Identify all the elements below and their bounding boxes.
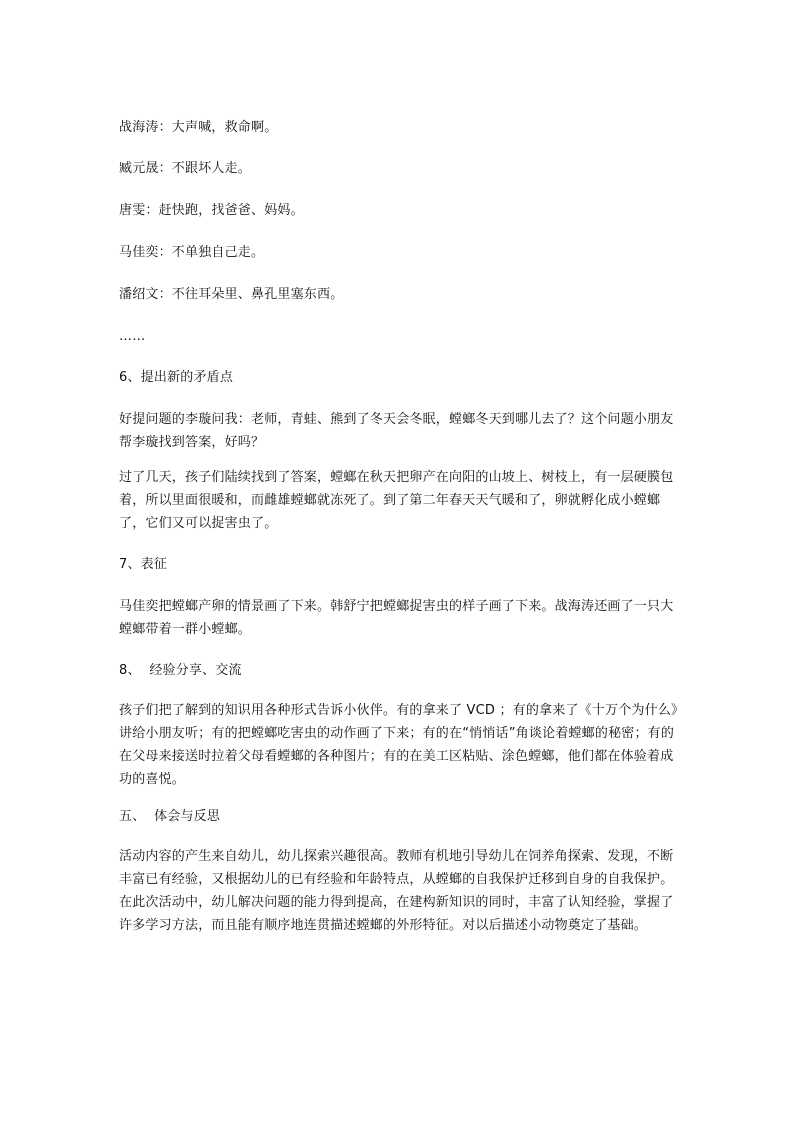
dialogue-line-ma-jiayi: 马佳奕：不单独自己走。 bbox=[119, 245, 265, 260]
dialogue-line-zhan-haitao: 战海涛：大声喊，救命啊。 bbox=[119, 120, 278, 135]
section-heading-8: 8、 经验分享、交流 bbox=[119, 663, 242, 678]
section-heading-6: 6、提出新的矛盾点 bbox=[119, 370, 234, 385]
section-heading-reflection: 五、 体会与反思 bbox=[119, 809, 221, 824]
dialogue-line-zang-yuansheng: 臧元晟：不跟坏人走。 bbox=[119, 161, 252, 176]
reflection-paragraph: 活动内容的产生来自幼儿，幼儿探索兴趣很高。教师有机地引导幼儿在饲养角探索、发现，不断丰富已有经验，又根据幼儿的已有经验和年龄特点，从螳螂的自我保护迁移到自身的自我保护。在此次活动中，幼儿解决问题的能力得到提高，在建构新知识的同时，丰富了认知经验，掌握了许多学习方法，而且能有顺序地连贯描述螳螂的外形特征。对以后描述小动物奠定了基础。 bbox=[119, 849, 674, 933]
representation-paragraph: 马佳奕把螳螂产卵的情景画了下来。韩舒宁把螳螂捉害虫的样子画了下来。战海涛还画了一只大螳螂带着一群小螳螂。 bbox=[119, 599, 674, 637]
answer-paragraph: 过了几天，孩子们陆续找到了答案，螳螂在秋天把卵产在向阳的山坡上、树枝上，有一层硬膜包着，所以里面很暖和，而雌雄螳螂就冻死了。到了第二年春天天气暖和了，卵就孵化成小螳螂了，它们又可以捉害虫了。 bbox=[119, 470, 674, 531]
question-paragraph: 好提问题的李璇问我：老师，青蛙、熊到了冬天会冬眠，螳螂冬天到哪儿去了？这个问题小朋友帮李璇找到答案，好吗？ bbox=[119, 412, 674, 450]
sharing-paragraph: 孩子们把了解到的知识用各种形式告诉小伙伴。有的拿来了 VCD ；有的拿来了《十万个为什么》讲给小朋友听；有的把螳螂吃害虫的动作画了下来；有的在“悄悄话”角谈论着螳螂的秘密；有的在父母来接送时拉着父母看螳螂的各种图片；有的在美工区粘贴、涂色螳螂，他们都在体验着成功的喜悦。 bbox=[119, 703, 678, 787]
section-heading-7: 7、表征 bbox=[119, 557, 168, 572]
dialogue-line-tang-wen: 唐雯：赶快跑，找爸爸、妈妈。 bbox=[119, 203, 304, 218]
ellipsis-line: …… bbox=[119, 329, 146, 344]
dialogue-line-pan-shaowen: 潘绍文：不往耳朵里、鼻孔里塞东西。 bbox=[119, 287, 344, 302]
